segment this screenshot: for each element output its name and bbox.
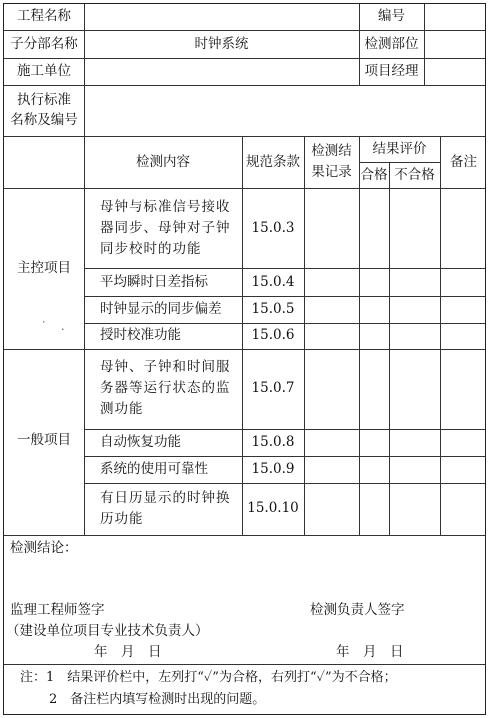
main-item-content: 授时校准功能 xyxy=(100,327,181,343)
standard-label-2: 名称及编号 xyxy=(10,112,78,128)
note-1: 注：1 结果评价栏中，左列打“✓”为合格，右列打“✓”为不合格； xyxy=(20,670,397,685)
general-item-clause: 15.0.7 xyxy=(251,380,295,396)
row-line xyxy=(84,296,485,297)
row-line xyxy=(84,429,485,430)
note-2: 2 备注栏内填写检测时出现的问题。 xyxy=(49,692,266,707)
col-record-2: 果记录 xyxy=(311,164,352,180)
col-line xyxy=(389,162,390,535)
main-item-content: 母钟与标准信号接收器同步、母钟对子钟同步校时的功能 xyxy=(100,199,231,257)
construction-unit-label: 施工单位 xyxy=(17,63,71,79)
supervisor-sign-label: 监理工程师签字 xyxy=(10,602,105,618)
col-remark: 备注 xyxy=(450,154,477,170)
col-content: 检测内容 xyxy=(136,154,190,170)
row-line xyxy=(84,456,485,457)
general-item-clause: 15.0.10 xyxy=(247,500,299,516)
main-item-clause: 15.0.3 xyxy=(251,220,295,236)
inspection-form xyxy=(3,3,486,715)
scan-mark: ˙ xyxy=(41,320,47,333)
col-line xyxy=(304,136,305,535)
general-item-content: 有日历显示的时钟换历功能 xyxy=(100,490,231,527)
row-line xyxy=(4,30,485,31)
sub-division-value: 时钟系统 xyxy=(194,36,249,52)
row-line xyxy=(84,323,485,324)
main-item-content: 时钟显示的同步偏差 xyxy=(100,301,222,317)
col-evaluation: 结果评价 xyxy=(372,141,427,157)
supervisor-note: （建设单位项目专业技术负责人） xyxy=(6,623,209,639)
standard-label-1: 执行标准 xyxy=(17,92,71,108)
main-item-clause: 15.0.5 xyxy=(251,301,295,317)
row-line xyxy=(4,136,485,137)
row-line xyxy=(4,664,485,665)
row-line xyxy=(4,85,485,86)
row-line xyxy=(359,162,440,163)
col-pass: 合格 xyxy=(360,167,388,183)
general-item-content: 系统的使用可靠性 xyxy=(100,461,208,477)
scan-mark: . xyxy=(61,320,65,333)
col-line xyxy=(440,136,441,535)
main-group-label: 主控项目 xyxy=(17,260,71,276)
col-line xyxy=(424,4,425,85)
conclusion-label: 检测结论： xyxy=(10,540,78,556)
general-item-clause: 15.0.8 xyxy=(251,434,295,450)
project-manager-label: 项目经理 xyxy=(364,63,419,79)
number-label: 编号 xyxy=(378,8,405,24)
sub-division-label: 子分部名称 xyxy=(10,36,78,52)
row-line xyxy=(84,483,485,484)
test-dept-label: 检测部位 xyxy=(364,36,419,52)
main-item-clause: 15.0.4 xyxy=(251,274,295,290)
col-line xyxy=(84,4,85,535)
tester-sign-label: 检测负责人签字 xyxy=(310,602,405,618)
date-left: 年 月 日 xyxy=(94,644,162,660)
project-name-label: 工程名称 xyxy=(17,8,71,24)
col-fail: 不合格 xyxy=(394,167,435,183)
main-item-content: 平均瞬时日差指标 xyxy=(100,274,208,290)
row-line xyxy=(4,58,485,59)
row-line xyxy=(4,188,485,189)
general-item-content: 自动恢复功能 xyxy=(100,434,181,450)
general-item-clause: 15.0.9 xyxy=(251,461,295,477)
main-item-clause: 15.0.6 xyxy=(251,327,295,343)
general-item-content: 母钟、子钟和时间服务器等运行状态的监测功能 xyxy=(100,359,231,417)
date-right: 年 月 日 xyxy=(336,644,404,660)
row-line xyxy=(4,349,485,350)
col-record-1: 检测结 xyxy=(311,143,352,159)
col-line xyxy=(359,136,360,535)
row-line xyxy=(84,268,485,269)
row-line xyxy=(4,535,485,536)
col-clause: 规范条款 xyxy=(246,154,300,170)
general-group-label: 一般项目 xyxy=(17,432,71,448)
